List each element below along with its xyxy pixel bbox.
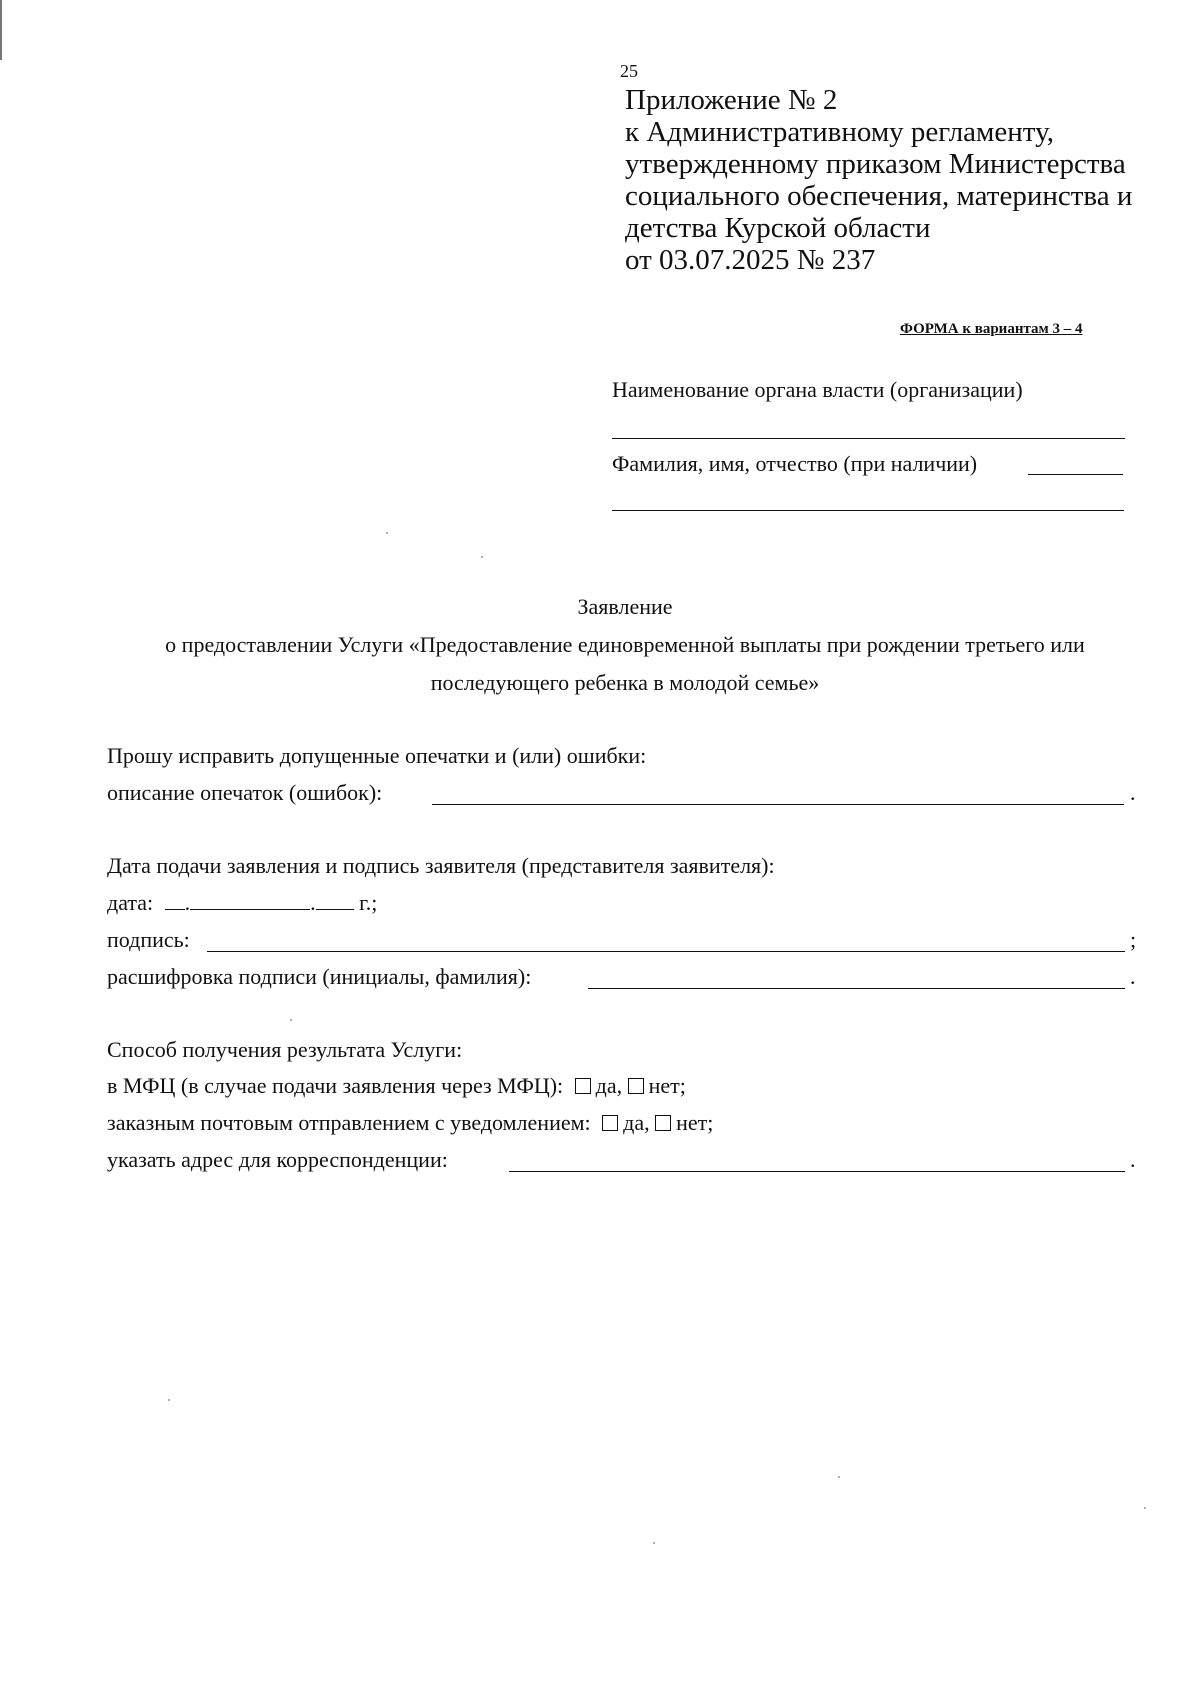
- appendix-line: детства Курской области: [625, 212, 931, 244]
- scan-speck: [290, 1019, 292, 1021]
- scan-speck: [481, 556, 483, 558]
- receipt-mail-row: [107, 1110, 713, 1136]
- mail-yes-checkbox[interactable]: [602, 1115, 618, 1131]
- appendix-line: Приложение № 2: [625, 84, 838, 116]
- address-field[interactable]: [509, 1171, 1125, 1172]
- appendix-line: от 03.07.2025 № 237: [625, 244, 876, 276]
- receipt-mfc-row: [107, 1073, 686, 1099]
- corrections-description-label: описание опечаток (ошибок):: [107, 780, 383, 805]
- form-variant-label: ФОРМА к вариантам 3 – 4: [900, 321, 1083, 337]
- scan-speck: [168, 1399, 170, 1401]
- statement-title: Заявление: [577, 594, 673, 619]
- fio-label: Фамилия, имя, отчество (при наличии): [612, 451, 978, 476]
- address-end: .: [1130, 1147, 1136, 1172]
- date-row: [107, 890, 377, 916]
- authority-field-line[interactable]: [612, 438, 1125, 439]
- authority-label: Наименование органа власти (организации): [612, 377, 1023, 402]
- appendix-line: утвержденному приказом Министерства: [625, 148, 1126, 180]
- scan-speck: [653, 1542, 655, 1544]
- decoding-end: .: [1130, 964, 1136, 989]
- signature-field[interactable]: [207, 951, 1125, 952]
- fio-field-line[interactable]: [612, 510, 1124, 511]
- decoding-label: расшифровка подписи (инициалы, фамилия):: [107, 964, 532, 989]
- mfc-yes-checkbox[interactable]: [575, 1078, 591, 1094]
- receipt-heading: Способ получения результата Услуги:: [107, 1037, 463, 1062]
- appendix-line: к Административному регламенту,: [625, 116, 1054, 148]
- date-separator: .: [184, 890, 191, 915]
- scan-edge-mark: [0, 0, 2, 60]
- corrections-description-field[interactable]: [432, 804, 1124, 805]
- date-separator: .: [310, 890, 316, 915]
- address-label: указать адрес для корреспонденции:: [107, 1147, 448, 1172]
- page-number: 25: [620, 61, 638, 81]
- date-day-field[interactable]: [165, 891, 185, 910]
- statement-subtitle-line1: о предоставлении Услуги «Предоставление единовременной выплаты при рождении третьего или: [165, 632, 1085, 657]
- no-label: нет;: [676, 1110, 714, 1135]
- no-label: нет;: [648, 1073, 686, 1098]
- corrections-end-dot: .: [1130, 780, 1136, 805]
- scan-speck: [838, 1476, 840, 1478]
- signature-heading: Дата подачи заявления и подпись заявителя (представителя заявителя):: [107, 853, 775, 878]
- appendix-block: [625, 84, 1132, 276]
- statement-subtitle-line2: последующего ребенка в молодой семье»: [430, 670, 820, 695]
- signature-label: подпись:: [107, 927, 190, 952]
- receipt-mail-label: заказным почтовым отправлением с уведомлением:: [107, 1110, 591, 1135]
- mfc-no-checkbox[interactable]: [628, 1078, 644, 1094]
- scan-speck: [1144, 1507, 1146, 1509]
- scan-speck: [386, 532, 388, 534]
- date-label: дата:: [107, 890, 154, 915]
- mail-no-checkbox[interactable]: [655, 1115, 671, 1131]
- yes-label: да,: [595, 1073, 623, 1098]
- decoding-field[interactable]: [588, 988, 1125, 989]
- fio-field-line-short[interactable]: [1028, 474, 1123, 475]
- date-year-suffix: г.;: [359, 890, 378, 915]
- date-year-field[interactable]: [316, 891, 354, 910]
- appendix-line: социального обеспечения, материнства и: [625, 180, 1133, 212]
- signature-end: ;: [1130, 927, 1137, 952]
- corrections-request: Прошу исправить допущенные опечатки и (или) ошибки:: [107, 743, 647, 768]
- yes-label: да,: [623, 1110, 650, 1135]
- receipt-mfc-label: в МФЦ (в случае подачи заявления через МФЦ):: [107, 1073, 564, 1098]
- date-month-field[interactable]: [190, 891, 310, 910]
